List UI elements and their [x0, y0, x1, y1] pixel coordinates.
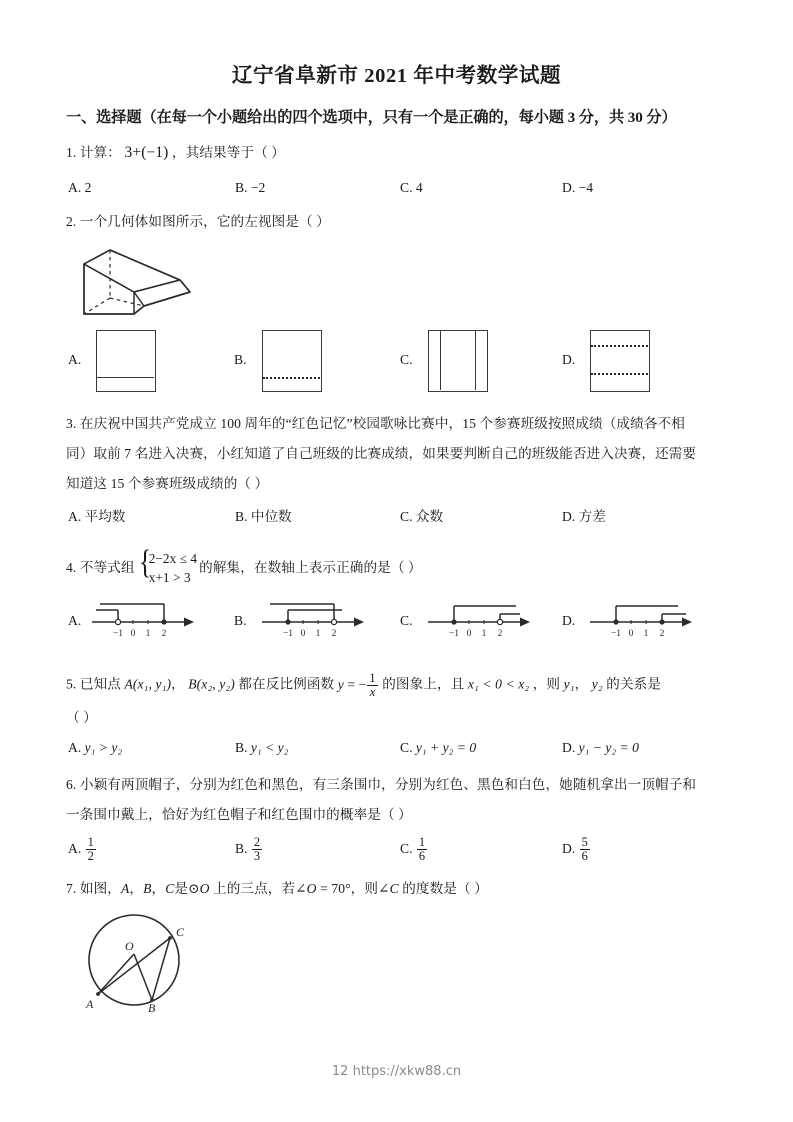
svg-text:0: 0 — [466, 629, 472, 639]
q7-p5: 的度数是（ ） — [398, 881, 488, 896]
svg-text:−1: −1 — [112, 629, 124, 639]
q5-option-a-label: A. — [68, 740, 82, 755]
section-heading: 一、选择题（在每一个小题给出的四个选项中，只有一个是正确的，每小题 3 分，共 30 分） — [66, 109, 677, 126]
svg-text:1: 1 — [481, 629, 487, 639]
q5-option-d-text: y₁ − y₂ = 0 — [578, 740, 639, 755]
q6-text-1: 小颖有两顶帽子，分别为红色和黑色，有三条围巾，分别为红色、黑色和白色，她随机拿出一顶帽子和 — [79, 777, 697, 792]
svg-text:0: 0 — [130, 629, 136, 639]
question-3-line-1 — [66, 414, 766, 434]
q7-number: 7. — [66, 881, 77, 896]
page-title: 辽宁省阜新市 2021 年中考数学试题 — [231, 65, 562, 87]
q2-a-solid-line — [97, 377, 154, 378]
q1-stem-suffix: ，其结果等于（ ） — [171, 145, 285, 160]
q7-comma-1: ， — [129, 881, 144, 896]
q5-point-b: B(x₂, y₂) — [188, 676, 235, 692]
q5-option-b[interactable] — [235, 740, 288, 756]
question-5-line-1: 5. 已知点 A(x₁, y₁)， B(x₂, y₂) 都在反比例函数 y = − $\frac{1}{x}$ 的图象上，且 x₁ < 0 < x₂ ，则 y₁， y₂ 的关系是 — [66, 671, 662, 699]
q4-option-a-numberline[interactable] — [88, 598, 200, 640]
q5-text-c: 的图象上，且 — [382, 676, 465, 692]
q2-b-dotted-line — [263, 377, 320, 379]
q3-option-a[interactable] — [68, 505, 125, 525]
q5-option-b-text: y₁ < y₂ — [250, 740, 289, 755]
q4-number: 4. — [66, 560, 77, 575]
q1-option-b-label: B. — [235, 180, 248, 195]
q3-option-d[interactable] — [562, 505, 606, 525]
q3-option-a-text: 平均数 — [84, 509, 126, 524]
circle-label-a: A — [86, 997, 94, 1011]
question-5-line-2: （ ） — [66, 710, 97, 725]
q1-option-d-label: D. — [562, 180, 576, 195]
q3-option-d-label: D. — [562, 509, 576, 524]
q5-point-a: A(x₁, y₁) — [124, 676, 172, 692]
svg-text:0: 0 — [628, 629, 634, 639]
q6-option-b[interactable] — [235, 836, 263, 862]
svg-text:−1: −1 — [448, 629, 460, 639]
q3-option-b-text: 中位数 — [250, 509, 292, 524]
q5-text-d: ，则 — [532, 676, 561, 692]
q2-option-a-label: A. — [68, 352, 82, 367]
q3-option-b-label: B. — [235, 509, 248, 524]
q3-number: 3. — [66, 416, 77, 431]
q7-p2: 是⊙ — [174, 881, 200, 896]
svg-text:0: 0 — [300, 629, 306, 639]
q2-option-d-label: D. — [562, 352, 576, 367]
q1-option-b-text: −2 — [250, 180, 266, 195]
q6-option-d-label: D. — [562, 841, 576, 857]
q4-option-a-label: A. — [68, 613, 82, 628]
q5-option-d-label: D. — [562, 740, 576, 755]
q3-option-c[interactable] — [400, 505, 443, 525]
svg-text:1: 1 — [315, 629, 321, 639]
q6-option-d[interactable] — [562, 836, 591, 862]
q1-option-c-text: 4 — [415, 180, 423, 195]
q4-option-b-numberline[interactable] — [258, 598, 370, 640]
q5-text-b: 都在反比例函数 — [238, 676, 335, 692]
circle-label-b: B — [148, 1001, 156, 1015]
q3-option-c-text: 众数 — [415, 509, 444, 524]
q1-option-a-text: 2 — [84, 180, 92, 195]
q1-option-a[interactable] — [68, 180, 91, 196]
q6-number: 6. — [66, 777, 77, 792]
q5-option-c[interactable] — [400, 740, 476, 756]
q5-option-c-text: y₁ + y₂ = 0 — [415, 740, 477, 755]
q1-stem-math: 3+(−1) — [124, 144, 169, 161]
svg-text:2: 2 — [331, 629, 337, 639]
svg-text:1: 1 — [145, 629, 151, 639]
q2-option-c-view[interactable] — [428, 330, 488, 392]
q3-text-1: 在庆祝中国共产党成立 100 周年的“红色记忆”校园歌咏比赛中，15 个参赛班级按照成绩（成绩各不相 — [79, 416, 685, 431]
q1-stem-prefix: 计算： — [79, 145, 121, 160]
q5-number: 5. — [66, 676, 77, 692]
q6-option-b-label: B. — [235, 841, 248, 857]
q5-y2: y₂ — [591, 676, 603, 692]
q5-y1: y₁ — [563, 676, 575, 692]
q4-stem-prefix: 不等式组 — [79, 560, 135, 575]
circle-label-c: C — [176, 925, 185, 939]
q7-label-c: C — [165, 881, 175, 896]
question-6-line-2: 一条围巾戴上，恰好为红色帽子和红色围巾的概率是（ ） — [66, 807, 412, 822]
svg-text:2: 2 — [659, 629, 665, 639]
q1-option-c-label: C. — [400, 180, 413, 195]
left-brace-icon: { — [138, 544, 152, 581]
q4-option-c-numberline[interactable] — [424, 598, 536, 640]
q5-option-a[interactable] — [68, 740, 122, 756]
q1-option-b[interactable] — [235, 180, 265, 196]
page-footer: 12 https://xkw88.cn — [331, 1064, 462, 1079]
q5-option-b-label: B. — [235, 740, 248, 755]
q6-option-c[interactable] — [400, 836, 428, 862]
q1-option-d[interactable] — [562, 180, 593, 196]
q7-comma-2: ， — [151, 881, 166, 896]
svg-text:1: 1 — [643, 629, 649, 639]
q1-option-a-label: A. — [68, 180, 82, 195]
q4-option-d-label: D. — [562, 613, 576, 628]
q5-condition: x₁ < 0 < x₂ — [467, 676, 530, 692]
q6-option-a-fraction: $\frac{1}{2}$ — [87, 835, 94, 863]
q7-label-c2: C — [389, 881, 399, 896]
q7-label-o2: O — [306, 881, 317, 896]
q2-stem-text: 一个几何体如图所示，它的左视图是（ ） — [79, 214, 330, 229]
q4-inequality-system — [137, 544, 198, 588]
question-1-stem — [66, 143, 285, 163]
q2-solid-figure — [72, 236, 212, 321]
q4-option-b-label: B. — [234, 613, 247, 628]
question-7-stem — [66, 879, 776, 899]
q2-d-dotted-line-top — [591, 345, 648, 347]
q7-p3: 上的三点，若∠ — [209, 881, 307, 896]
q2-option-b-view[interactable] — [262, 330, 322, 392]
q2-option-c-label: C. — [400, 352, 413, 367]
q3-option-c-label: C. — [400, 509, 413, 524]
q1-number: 1. — [66, 145, 77, 160]
q2-option-a-view[interactable] — [96, 330, 156, 392]
q4-option-c-label: C. — [400, 613, 413, 628]
q7-label-a: A — [121, 881, 130, 896]
q7-label-b: B — [143, 881, 152, 896]
q4-system-row-1: 2−2x ≤ 4 — [148, 551, 198, 566]
question-4-stem — [66, 544, 422, 588]
q6-option-a[interactable] — [68, 836, 97, 862]
q5-option-d[interactable] — [562, 740, 639, 756]
q1-option-c[interactable] — [400, 180, 423, 196]
q2-number: 2. — [66, 214, 77, 229]
q7-p4: = 70°，则∠ — [316, 881, 390, 896]
q6-option-c-label: C. — [400, 841, 413, 857]
svg-text:2: 2 — [497, 629, 503, 639]
q4-option-d-numberline[interactable] — [586, 598, 706, 640]
question-3-line-2: 同）取前 7 名进入决赛，小红知道了自己班级的比赛成绩，如果要判断自己的班级能否进入决赛，还需要 — [66, 446, 697, 461]
q6-option-c-fraction: $\frac{1}{6}$ — [418, 835, 426, 863]
q4-system-row-2: x+1 > 3 — [148, 570, 191, 585]
q7-circle-figure — [66, 908, 226, 1018]
q6-option-b-fraction: $\frac{2}{3}$ — [253, 835, 261, 863]
svg-text:−1: −1 — [282, 629, 294, 639]
q1-option-d-text: −4 — [578, 180, 594, 195]
q6-option-a-label: A. — [68, 841, 82, 857]
q5-option-a-text: y₁ > y₂ — [84, 740, 123, 755]
q2-option-b-label: B. — [234, 352, 247, 367]
q2-c-vline-left — [440, 331, 441, 390]
svg-text:−1: −1 — [610, 629, 622, 639]
q4-stem-suffix: 的解集，在数轴上表示正确的是（ ） — [199, 560, 422, 575]
q2-option-d-view[interactable] — [590, 330, 650, 392]
question-3-line-3: 知道这 15 个参赛班级成绩的（ ） — [66, 476, 269, 491]
q7-label-o: O — [199, 881, 210, 896]
q2-c-vline-right — [475, 331, 476, 390]
q2-d-dotted-line-bottom — [591, 373, 648, 375]
question-2-stem — [66, 212, 330, 232]
q6-option-d-fraction: $\frac{5}{6}$ — [581, 835, 588, 863]
q3-option-b[interactable] — [235, 505, 292, 525]
q5-text-e: 的关系是 — [606, 676, 662, 692]
q3-option-a-label: A. — [68, 509, 82, 524]
q5-text-a: 已知点 — [79, 676, 121, 692]
question-6-line-1 — [66, 775, 776, 795]
q5-function: y = − $\frac{1}{x}$ — [337, 671, 376, 699]
q7-p1: 如图， — [79, 881, 121, 896]
circle-label-o: O — [125, 939, 134, 953]
q5-option-c-label: C. — [400, 740, 413, 755]
svg-text:2: 2 — [161, 629, 167, 639]
q3-option-d-text: 方差 — [578, 509, 606, 524]
